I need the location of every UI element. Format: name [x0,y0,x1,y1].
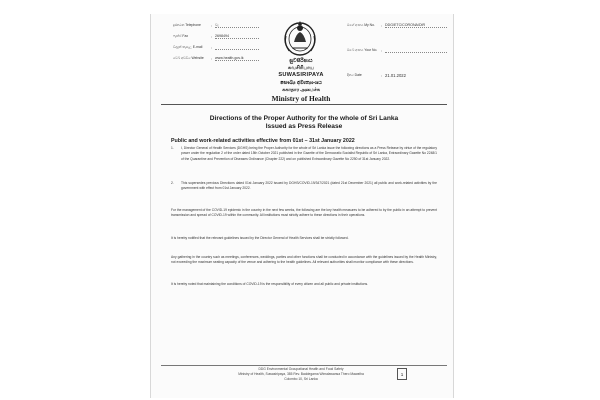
suwasiripaya-tamil: சுவசிரிபாய [287,65,315,71]
suwasiripaya-english: SUWASIRIPAYA [278,72,324,78]
paragraph-text: This supersedes previous Directions dated 01st January 2022 issued by DGHS/COVID-19/347/2021 (dated 21st December 2021) all public and work-related activities by the government with effect from 01st January 2022. [181,181,437,191]
ministry-name: Ministry of Health [271,94,331,103]
date-field: දිනය Date : 21.01.2022 [347,70,447,81]
footer-line: Colombo 10, Sri Lanka [284,377,318,381]
email-field: විද්‍යුත් තැපෑල E-mail : [173,42,259,53]
paragraph-text: I, Director General of Health Services (DGHS) being the Proper Authority for the whole of Sri Lanka issue the following directions as a Press Release by virtue of the regulatory power under the regulation 2 of the order dated 15th October 2021 published in the Gazette of the Democratic Socialist Republic of Sri Lanka, Extraordinary Gazette No 2248/1 of the Quarantine and Prevention of Diseases Ordinance (Chapter 222) and on published Extraordinary Gazette No 2250 of 31st January 2022. [181,146,437,161]
footer-line: DDG Environmental Occupational Health and Food Safety [258,367,344,371]
paragraph-3 [171,208,437,219]
paragraph-text: It is hereby notified that the relevant guidelines issued by the Director General of Health Services shall be strictly followed. [171,236,349,240]
paragraph-2 [171,181,437,192]
my-number-field: මගේ අංකය My No. : DDG/ETC/CORONA/DIR [347,20,447,31]
suwasiripaya-sinhala: සුවසිරිපාය [289,58,313,64]
telephone-field: දුරකථන Telephone : වැ [173,20,259,31]
section-heading: Public and work-related activities effective from 01st – 31st January 2022 [171,138,355,144]
document-page [150,14,454,398]
paragraph-5 [171,255,437,266]
field-value [215,45,259,50]
footer-line: Ministry of Health, Suwasiripaya, 385 Rev. Baddegama Wimalawansa Thero Mawatha [238,372,364,376]
footer-divider [161,365,447,366]
document-title: Directions of the Proper Authority for the whole of Sri Lanka [209,115,399,122]
field-value: වැ [215,23,259,28]
fax-field: ෆැක්ස් Fax : 2698494 [173,31,259,42]
letterhead-divider [161,104,447,105]
sri-lanka-crest-icon [280,18,320,58]
field-label: දුරකථන Telephone [173,22,201,27]
paragraph-6 [171,282,437,287]
letterhead-right-fields [347,20,447,81]
paragraph-number: 1. [171,146,174,150]
document-subtitle: Issued as Press Release [265,123,343,130]
field-value [385,48,447,53]
ministry-tamil: சுகாதார அமைச்சு [282,88,320,93]
field-value: DDG/ETC/CORONA/DIR [385,23,447,28]
ministry-sinhala: සෞඛ්‍ය අමාත්‍යාංශය [280,80,322,86]
field-label: මගේ අංකය My No. [347,22,375,27]
date-value: 21.01.2022 [385,73,406,78]
letterhead-left-fields [173,20,259,64]
page-number: 1 [397,368,407,380]
paragraph-text: For the management of the COVID-19 epidemic in the country in the next few weeks, the following are the key health measures to be adhered to by the public in an attempt to prevent transmission and spread of COVID-19 within the community. All institutions must strictly adhere to these directions in their operations. [171,208,437,218]
field-label: දිනය Date [347,72,362,77]
field-value: www.health.gov.lk [215,56,259,61]
paragraph-4 [171,236,437,241]
field-label: වෙබ් අඩවිය Website [173,55,204,60]
field-value: 2698494 [215,34,259,39]
field-label: ඔබේ අංකය Your No. [347,47,378,52]
paragraph-text: Any gathering in the country such as meetings, conferences, weddings, parties and other functions shall be conducted in accordance with the guidelines issued by the Health Ministry, not exceeding the maximum seating capacity of the venue and adhering to the health guidelines. All relevant authorities shall monitor compliance with these directions. [171,255,437,265]
paragraph-text: It is hereby noted that maintaining the conditions of COVID-19 is the responsibility of every citizen and all public and private institutions. [171,282,369,286]
website-field: වෙබ් අඩවිය Website : www.health.gov.lk [173,53,259,64]
your-number-field: ඔබේ අංකය Your No. : [347,45,447,56]
field-label: ෆැක්ස් Fax [173,33,189,38]
field-label: විද්‍යුත් තැපෑල E-mail [173,44,203,49]
paragraph-number: 2. [171,181,174,185]
paragraph-1 [171,146,437,162]
